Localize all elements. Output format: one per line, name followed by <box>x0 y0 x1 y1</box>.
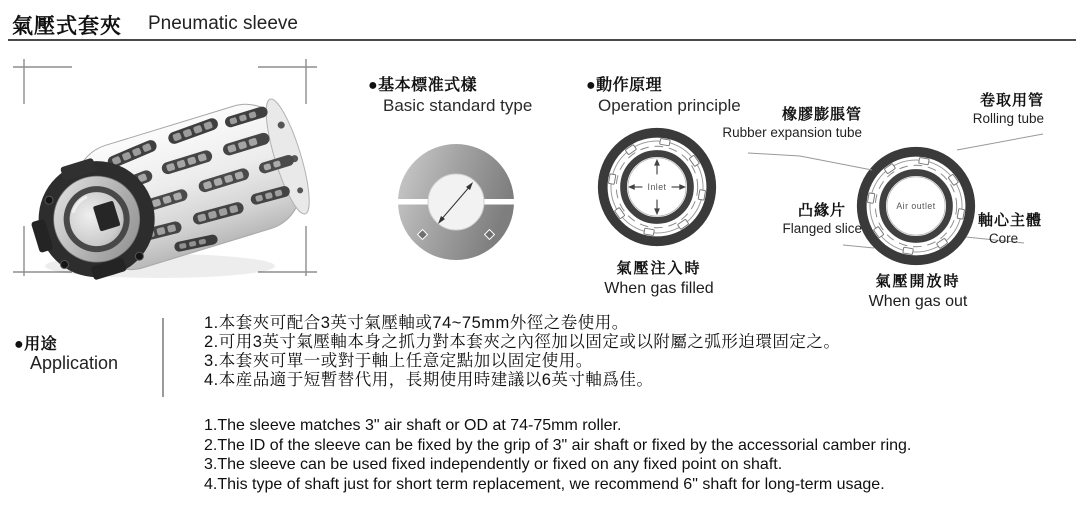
rolling-tube-label-en: Rolling tube <box>972 110 1044 126</box>
product-photo-illustration <box>10 58 320 303</box>
note-en-4: 4.This type of shaft just for short term replacement, we recommend 6" shaft for long-term usage. <box>204 475 885 493</box>
note-zh-3: 3.本套夾可單一或對于軸上任意定點加以固定使用。 <box>204 352 593 370</box>
rolling-tube-label-zh: 卷取用管 <box>979 92 1044 109</box>
page-title-zh: 氣壓式套夾 <box>12 15 122 38</box>
rubber-tube-label-zh: 橡膠膨脹管 <box>781 106 862 123</box>
gas-out-diagram <box>853 143 979 269</box>
note-zh-1: 1.本套夾可配合3英寸氣壓軸或74~75mm外徑之卷使用。 <box>204 314 629 332</box>
gas-filled-center-label: Inlet <box>647 181 667 192</box>
note-en-2: 2.The ID of the sleeve can be fixed by the grip of 3" air shaft or fixed by the accessorial camber ring. <box>204 436 912 454</box>
gas-out-caption-zh: 氣壓開放時 <box>875 273 961 290</box>
page-title-en: Pneumatic sleeve <box>148 13 298 34</box>
rubber-tube-label-en: Rubber expansion tube <box>722 124 862 140</box>
core-label <box>965 212 1042 248</box>
basic-type-heading-en: Basic standard type <box>383 96 533 115</box>
header-rule <box>8 39 1076 41</box>
gas-out-center-label: Air outlet <box>896 200 936 211</box>
core-label-zh: 軸心主體 <box>977 212 1042 229</box>
flanged-slice-label <box>700 202 862 238</box>
gas-filled-caption-en: When gas filled <box>604 279 714 297</box>
core-label-en: Core <box>988 230 1019 246</box>
flanged-slice-label-en: Flanged slice <box>782 220 862 236</box>
application-heading-en: Application <box>30 353 119 373</box>
basic-type-diagram <box>394 142 518 264</box>
application-heading-zh: ●用途 <box>14 336 58 353</box>
note-en-3: 3.The sleeve can be used fixed independently or fixed on any fixed point on shaft. <box>204 456 783 473</box>
notes-zh-list <box>204 314 840 390</box>
note-zh-4: 4.本産品適于短暫替代用，長期使用時建議以6英寸軸爲佳。 <box>204 371 654 389</box>
rolling-tube-label <box>940 92 1044 128</box>
gas-filled-caption-zh: 氣壓注入時 <box>616 260 702 277</box>
gas-out-caption <box>848 273 988 312</box>
rubber-tube-label <box>700 106 862 142</box>
pneumatic-sleeve-photo <box>10 58 320 303</box>
notes-en-list <box>204 416 911 494</box>
operation-heading-zh: ●動作原理 <box>586 77 663 94</box>
gas-out-caption-en: When gas out <box>868 292 968 310</box>
operation-heading-en: Operation principle <box>598 96 741 115</box>
flanged-slice-label-zh: 凸緣片 <box>797 202 846 219</box>
gas-filled-caption <box>589 260 729 299</box>
application-divider <box>162 318 164 397</box>
basic-type-heading-zh: ●基本標准式樣 <box>368 77 478 94</box>
note-zh-2: 2.可用3英寸氣壓軸本身之抓力對本套夾之內徑加以固定或以附屬之弧形迫環固定之。 <box>204 333 841 351</box>
note-en-1: 1.The sleeve matches 3" air shaft or OD at 74-75mm roller. <box>204 417 622 434</box>
